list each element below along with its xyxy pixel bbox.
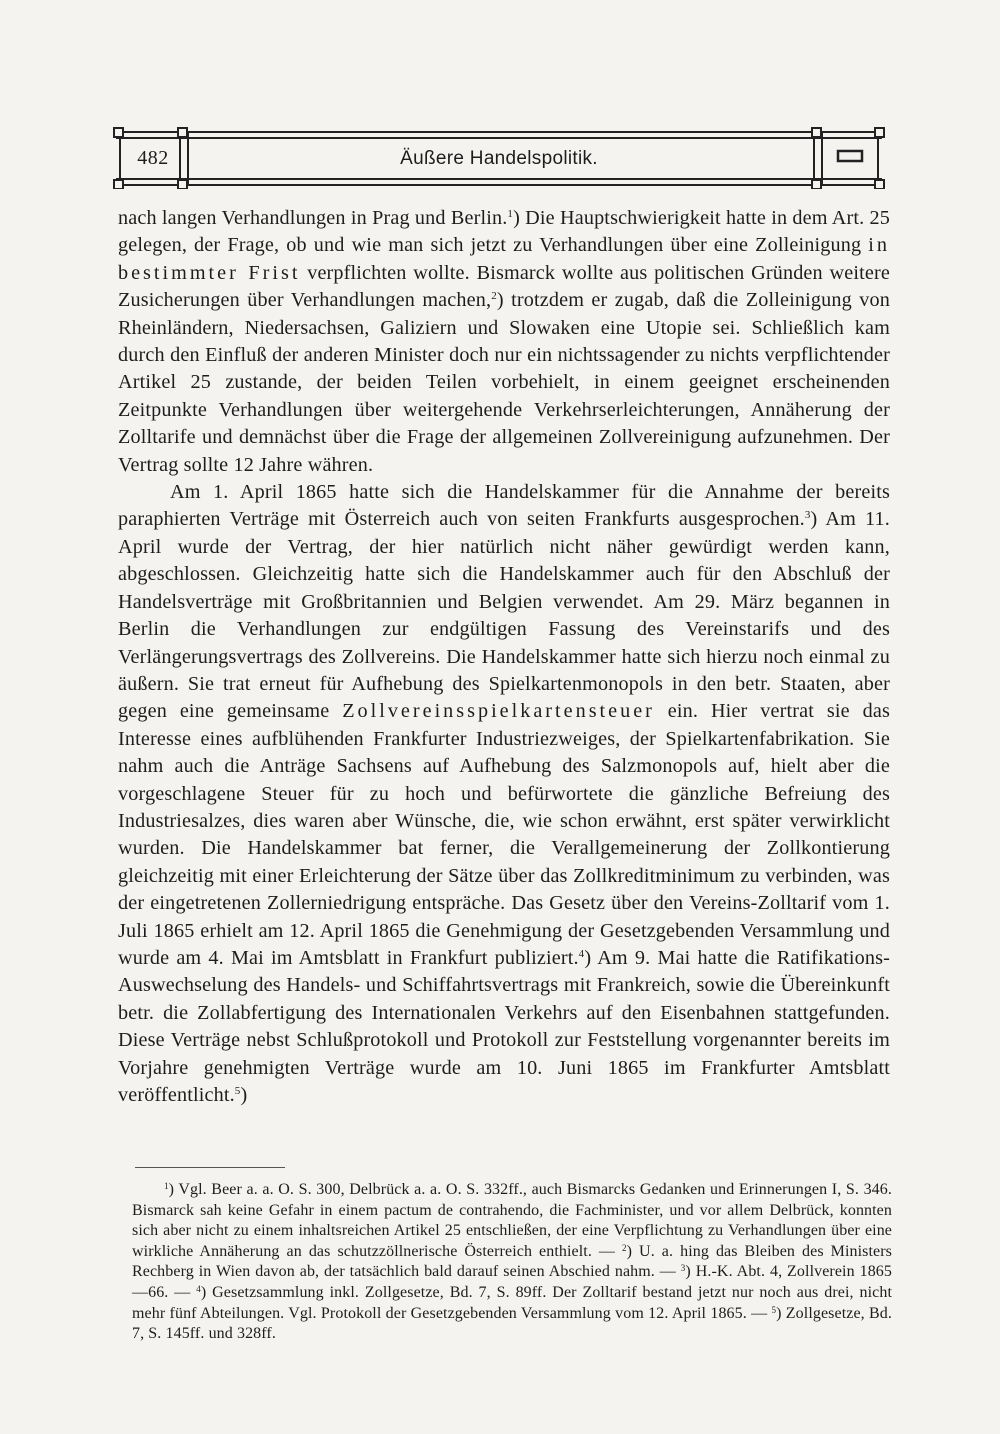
text-span: ein. Hier vertrat sie das Interesse eines aufblühenden Frankfurter Industriezweiges, der Spielkartenfabrikation. Sie nahm auch die Anträge Sachsens auf Aufhebung des Salzmonopols auf, hielt aber die vorgeschlagene Steuer für zu hoch und befürwortete die gänzliche Befreiung des Industriesalzes, dies waren aber Wünsche, die, wie schon erwähnt, erst später verwirklicht wurden. Die Handelskammer bat ferner, die Verallgemeinerung der Zollkontierung gleichzeitig mit einer Erleichterung der Sätze über das Zollkreditminimum zu verbinden, was der eingetretenen Zollerniedrigung entspräche. Das Gesetz über den Vereins-Zolltarif vom 1. Juli 1865 erhielt am 12. April 1865 die Genehmigung der Gesetzgebenden Versammlung und wurde am 4. Mai im Amtsblatt in Frankfurt publiziert. (118, 700, 890, 969)
footnote-ref: 3 (804, 509, 811, 522)
text-span: ) Am 11. April wurde der Vertrag, der hier natürlich nicht näher gewürdigt werden kann, abgeschlossen. Gleichzeitig hatte sich die Handelskammer auch für den Abschluß der Handelsverträge mit Großbritannien und Belgien verwendet. Am 29. März begannen in Berlin die Verhandlungen zur endgültigen Fassung des Vereinstarifs und des Verlängerungsvertrags des Zollvereins. Die Handelskammer hatte sich hierzu noch einmal zu äußern. Sie trat erneut für Aufhebung des Spielkartenmonopols in den betr. Staaten, aber gegen eine gemeinsame (118, 508, 890, 723)
footnote-divider (135, 1167, 285, 1168)
emphasis-spaced: Zollvereinsspielkartensteuer (342, 700, 655, 723)
footnote-ref: 2 (491, 290, 497, 303)
footnote-marker: 5 (771, 1304, 777, 1315)
footnote-text: ) Zollgesetze, Bd. 7, S. 145ff. und 328ff. (132, 1304, 892, 1343)
page-header (112, 127, 886, 189)
text-span: ) (240, 1084, 248, 1106)
footnote-text: ) Vgl. Beer a. a. O. S. 300, Delbrück a. a. O. S. 332ff., auch Bismarcks Gedanken und Erinnerungen I, S. 346. Bismarck sah keine Gefahr in einem pactum de contrahendo, die Fachminister, und vor allem Delbrück, konnten sich aber nicht zu einem inhaltsreichen Artikel 25 entschließen, der eine Verpflichtung zu Verhandlungen über eine wirkliche Annäherung an das schutzzöllnerische Österreich enthielt. — (132, 1181, 892, 1260)
main-text (118, 205, 890, 1109)
footnote-ref: 1 (507, 208, 514, 220)
emphasis-spaced: in bestimmter Frist (118, 234, 890, 284)
text-span: Am 1. April 1865 hatte sich die Handelskammer für die Annahme der bereits paraphierten Verträge mit Österreich auch von seiten Frankfurts ausgesprochen. (118, 481, 890, 531)
footnote-marker: 3 (680, 1263, 686, 1274)
footnote-text: ) H.-K. Abt. 4, Zollverein 1865—66. — (132, 1263, 892, 1301)
running-title: Äußere Handelspolitik. (400, 148, 598, 169)
paragraph (118, 205, 890, 479)
footnote-ref: 4 (578, 947, 585, 960)
page-number: 482 (137, 147, 169, 169)
footnote-marker: 1 (164, 1181, 169, 1191)
footnote-ref: 5 (234, 1085, 241, 1097)
text-span: ) Die Hauptschwierigkeit hatte in dem Art. 25 gelegen, der Frage, ob und wie man sich jetzt zu Verhandlungen über eine Zolleinigung (118, 207, 890, 257)
text-span: ) trotzdem er zugab, daß die Zolleinigung von Rheinländern, Niedersachsen, Galiziern und Slowaken eine Utopie sei. Schließlich kam durch den Einfluß der anderen Minister doch nur ein nichtssagender zu nichts verpflichtender Artikel 25 zustande, der beiden Teilen vorbehielt, in einem geeignet erscheinenden Zeitpunkte Verhandlungen über weitergehende Verkehrserleichterungen, Annäherung der Zolltarife und demnächst über die Frage der allgemeinen Zollvereinigung aufzunehmen. Der Vertrag sollte 12 Jahre währen. (118, 289, 890, 476)
footnote-marker: 2 (622, 1242, 627, 1253)
footnotes (132, 1180, 892, 1345)
footnote-text: ) Gesetzsammlung inkl. Zollgesetze, Bd. 7, S. 89ff. Der Zolltarif bestand jetzt nur noch aus drei, nicht mehr fünf Abteilungen. Vgl. Protokoll der Gesetzgebenden Versammlung vom 12. April 1865. — (132, 1283, 892, 1322)
footnote-text: ) U. a. hing das Bleiben des Ministers Rechberg in Wien davon ab, der tatsächlich bald darauf seinen Abschied nahm. — (132, 1242, 892, 1281)
text-span: nach langen Verhandlungen in Prag und Berlin. (118, 207, 508, 229)
paragraph (118, 479, 890, 1109)
text-span: ) Am 9. Mai hatte die Ratifikations-Auswechselung des Handels- und Schiffahrtsvertrags mit Frankreich, sowie die Übereinkunft betr. die Zollabfertigung des Internationalen Verkehrs auf den Eisenbahnen stattgefunden. Diese Verträge nebst Schlußprotokoll und Protokoll zur Feststellung vorgenannter bereits im Vorjahre genehmigten Verträge wurde am 10. Juni 1865 im Frankfurter Amtsblatt veröffentlicht. (118, 946, 891, 1106)
footnote-marker: 4 (196, 1283, 201, 1294)
text-span: verpflichten wollte. Bismarck wollte aus politischen Gründen weitere Zusicherungen über Verhandlungen machen, (118, 261, 890, 312)
